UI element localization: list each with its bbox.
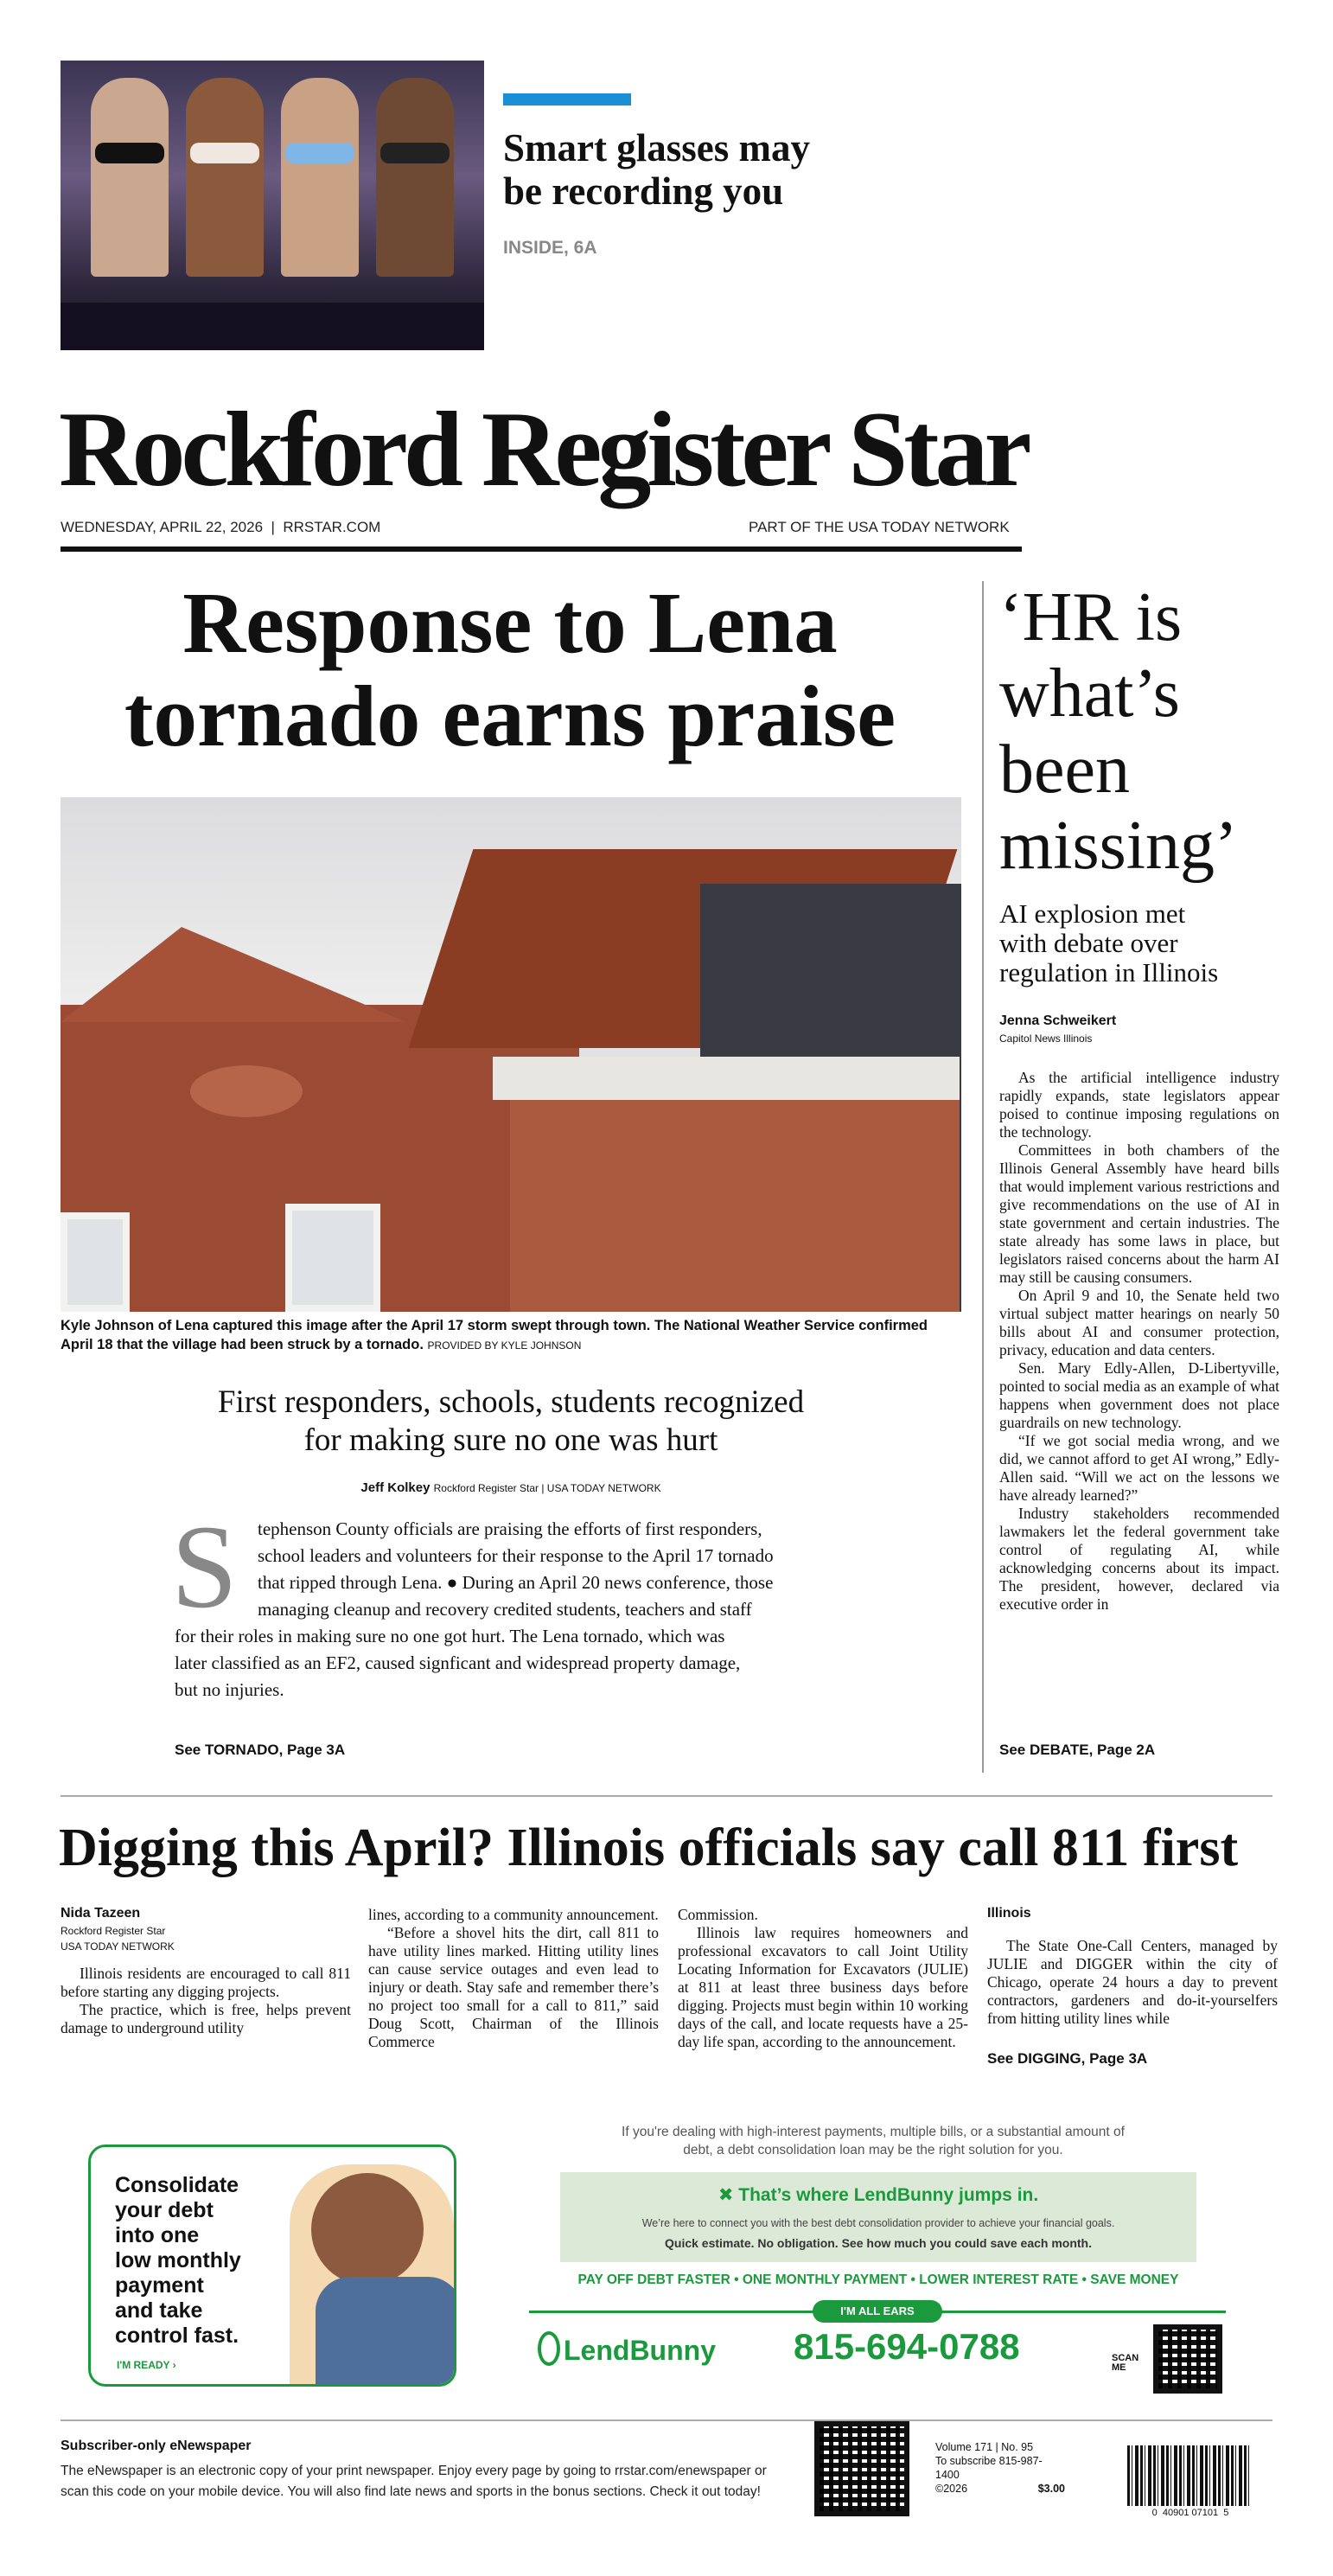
- lead-jump[interactable]: See TORNADO, Page 3A: [175, 1742, 346, 1758]
- side-deck: AI explosion met with debate over regulation in Illinois: [999, 898, 1219, 988]
- ad-scan-label: SCAN ME: [1112, 2353, 1139, 2373]
- lead-body-line: later classified as an EF2, caused signficant and widespread property damage,: [175, 1652, 741, 1673]
- side-paragraph: As the artificial intelligence industry rapidly expands, state legislators appear poised to continue imposing regulations on the technology.: [999, 1069, 1279, 1141]
- ad-box-title: ✖︎ That’s where LendBunny jumps in.: [718, 2185, 1039, 2205]
- side-paragraph: On April 9 and 10, the Senate held two virtual subject matter hearings on nearly 50 bills about AI and consumer protection, privacy, education and data centers.: [999, 1287, 1279, 1358]
- dig-paragraph: Commission.: [678, 1906, 758, 1923]
- teaser-pointer: INSIDE, 6A: [503, 238, 597, 258]
- dig-col-label: Illinois: [987, 1906, 1031, 1921]
- masthead-title[interactable]: Rockford Register Star: [59, 390, 1028, 508]
- dig-byline-org: Rockford Register Star: [61, 1925, 166, 1937]
- footer-rule: [61, 2419, 1272, 2421]
- lead-body-line: tephenson County officials are praising the efforts of first responders,: [258, 1518, 762, 1539]
- lead-body-line: but no injuries.: [175, 1679, 284, 1700]
- dig-col-4: [987, 1906, 1278, 2028]
- dig-paragraph: Illinois law requires homeowners and professional excavators to call Joint Utility Locating Information for Excavators (JULIE) at 811 at least three business days before digging. Projects must begin within 10 working days of the call, and locate requests have a 25-day life span, according to the announcement.: [678, 1924, 968, 2050]
- enewspaper-text: The eNewspaper is an electronic copy of your print newspaper. Enjoy every page by going to rrstar.com/enewspaper or scan this code on your mobile device. You will also find late news and sports in the bonus sections. Check it out today!: [61, 2464, 767, 2499]
- side-byline: Jenna Schweikert Capitol News Illinois: [999, 1013, 1117, 1045]
- issue-info: Volume 171 | No. 95 To subscribe 815-987-1400 ©2026 $3.00: [935, 2441, 1065, 2495]
- price-barcode: [1127, 2445, 1250, 2506]
- lead-byline: Jeff Kolkey Rockford Register Star | USA TODAY NETWORK: [360, 1480, 661, 1495]
- ad-logo-icon: [538, 2331, 560, 2366]
- lead-photo[interactable]: [61, 797, 961, 1312]
- lead-body-line: that ripped through Lena. ● During an April 20 news conference, those: [258, 1572, 774, 1593]
- ad-brand[interactable]: LendBunny: [564, 2335, 716, 2366]
- lead-subhead: First responders, schools, students recognized for making sure no one was hurt: [217, 1384, 805, 1458]
- side-body: [999, 1069, 1279, 1726]
- masthead-rule: [61, 547, 1022, 552]
- lead-headline[interactable]: Response to Lena tornado earns praise: [124, 574, 896, 764]
- dig-col-2: [368, 1906, 659, 2051]
- side-jump[interactable]: See DEBATE, Page 2A: [999, 1742, 1156, 1758]
- column-divider: [982, 581, 984, 1773]
- ad-intro: If you're dealing with high-interest payments, multiple bills, or a substantial amount of debt, a debt consolidation loan may be the right solution for you.: [622, 2125, 1125, 2157]
- ad-bunny-icon: ✖︎: [718, 2185, 734, 2205]
- dig-paragraph: The State One-Call Centers, managed by JULIE and DIGGER within the city of Chicago, operate 24 hours a day to prevent contractors, gardeners and do-it-yourselfers from hitting utility lines while: [987, 1937, 1278, 2027]
- lead-body-line: managing cleanup and recovery credited students, teachers and staff: [258, 1599, 752, 1620]
- side-paragraph: Sen. Mary Edly-Allen, D-Libertyville, pointed to social media as an example of what happens when government does not place guardrails on new technology.: [999, 1359, 1279, 1431]
- teaser-photo[interactable]: [61, 61, 484, 350]
- ad-card-text: Consolidate your debt into one low monthly payment and take control fast.: [115, 2173, 241, 2348]
- dig-byline-name: Nida Tazeen: [61, 1906, 141, 1921]
- dig-headline[interactable]: Digging this April? Illinois officials say call 811 first: [59, 1819, 1239, 1877]
- ad-card[interactable]: [88, 2145, 456, 2387]
- ad-badge: I'M ALL EARS: [813, 2300, 942, 2323]
- drop-cap: S: [171, 1500, 238, 1633]
- side-paragraph: Industry stakeholders recommended lawmakers let the federal government take control of regulating AI, while acknowledging concerns about its impact. The president, however, declared via executive order in: [999, 1505, 1279, 1613]
- ad-card-cta[interactable]: I'M READY ›: [117, 2359, 176, 2371]
- dig-paragraph: The practice, which is free, helps prevent damage to underground utility: [61, 2001, 351, 2036]
- enewspaper-qr-code[interactable]: [814, 2421, 909, 2516]
- ad-box-line1: We’re here to connect you with the best debt consolidation provider to achieve your financial goals.: [641, 2217, 1115, 2229]
- section-divider: [61, 1795, 1272, 1797]
- side-headline[interactable]: ‘HR is what’s been missing’: [999, 579, 1238, 884]
- teaser-accent-bar: [503, 93, 631, 105]
- lead-body: [171, 1500, 858, 1703]
- dig-jump[interactable]: See DIGGING, Page 3A: [987, 2050, 1148, 2067]
- lead-body-line: for their roles in making sure no one got hurt. The Lena tornado, which was: [175, 1626, 725, 1646]
- dig-paragraph: lines, according to a community announcement.: [368, 1906, 659, 1923]
- ad-phone[interactable]: 815-694-0788: [794, 2326, 1020, 2367]
- side-paragraph: Committees in both chambers of the Illinois General Assembly have heard bills that would implement various restrictions and give recommendations on the use of AI in state government and certain industries. The state already has some laws in place, but legislators raised concerns about the harm AI may still be causing consumers.: [999, 1141, 1279, 1286]
- dig-byline-network: USA TODAY NETWORK: [61, 1940, 175, 1953]
- masthead-network: PART OF THE USA TODAY NETWORK: [749, 519, 1010, 535]
- lead-body-line: school leaders and volunteers for their response to the April 17 tornado: [258, 1545, 774, 1566]
- teaser-headline[interactable]: Smart glasses may be recording you: [503, 126, 810, 213]
- ad-qr-code[interactable]: [1153, 2324, 1222, 2394]
- ad-benefits: PAY OFF DEBT FASTER • ONE MONTHLY PAYMENT • LOWER INTEREST RATE • SAVE MONEY: [577, 2272, 1179, 2287]
- dig-paragraph: Illinois residents are encouraged to call 811 before starting any digging projects.: [61, 1965, 351, 2000]
- masthead-date: WEDNESDAY, APRIL 22, 2026 | RRSTAR.COM: [61, 519, 381, 535]
- dig-col-3: [678, 1906, 968, 2051]
- ad-box-line2: Quick estimate. No obligation. See how much you could save each month.: [665, 2236, 1092, 2250]
- barcode-digits: 0 40901 07101 5: [1151, 2508, 1229, 2518]
- enewspaper-title: Subscriber-only eNewspaper: [61, 2439, 252, 2453]
- dig-paragraph: “Before a shovel hits the dirt, call 811 to have utility lines marked. Hitting utility lines can cause service outages and even lead to injury or death. Stay safe and remember there’s no project too small for a call to 811,” said Doug Scott, Chairman of the Illinois Commerce: [368, 1924, 659, 2050]
- ad-info-box: [560, 2172, 1196, 2262]
- side-paragraph: “If we got social media wrong, and we did, we cannot afford to get AI wrong,” Edly-Allen said. “Will we act on the lessons we have already learned?”: [999, 1432, 1279, 1504]
- lead-photo-caption: Kyle Johnson of Lena captured this image after the April 17 storm swept through town. The National Weather Service confirmed April 18 that the village had been struck by a tornado. PROVIDED BY KYLE JOHNSON: [61, 1318, 928, 1352]
- dig-col-1: [61, 1906, 351, 2037]
